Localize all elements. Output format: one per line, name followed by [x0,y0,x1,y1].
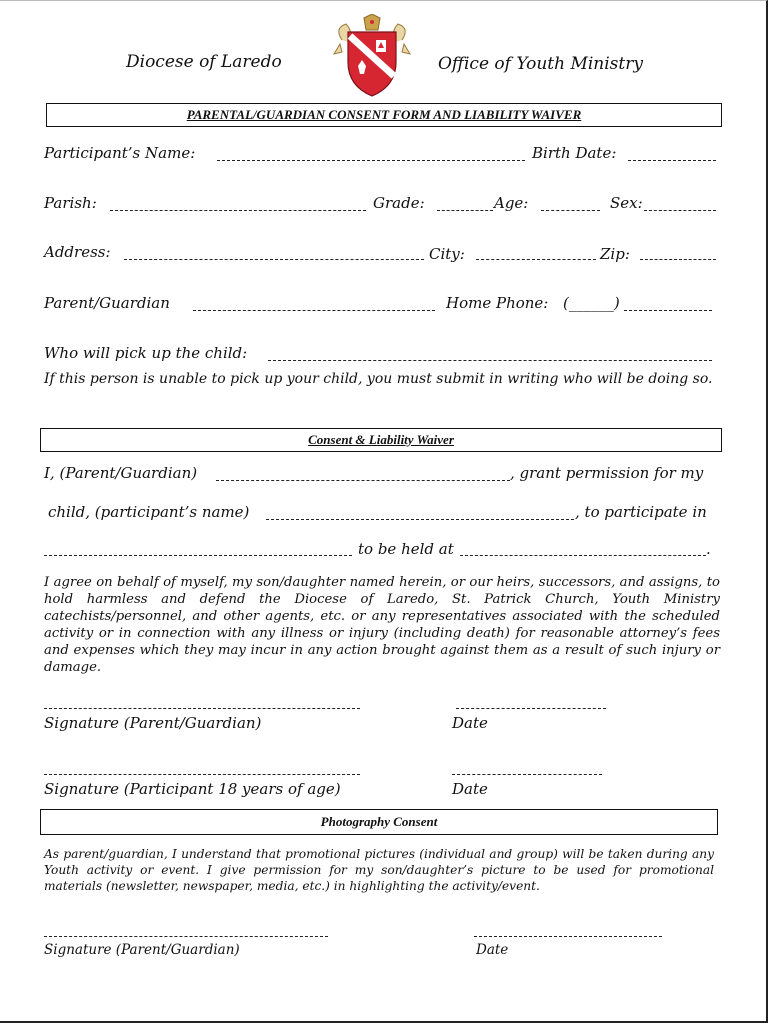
grade-label: Grade: [373,194,425,212]
waiver-parent-label: I, (Parent/Guardian) [44,464,198,482]
waiver-child-label: child, (participant’s name) [48,503,250,521]
consent-waiver-title: Consent & Liability Waiver [40,428,722,452]
waiver-child-line[interactable] [266,519,574,520]
participant-name-label: Participant’s Name: [44,144,196,162]
city-line[interactable] [476,259,596,260]
waiver-paragraph: I agree on behalf of myself, my son/daughter named herein, or our heirs, successors, and assigns, to hold harmless and defend the Diocese of Laredo, St. Patrick Church, Youth Ministry catechists/personnel, and other agents, etc. or any representatives associated with the scheduled activity or in connection with any illness or injury (including death) for reasonable attorney’s fees and expenses which they may incur in any action brought against them as a result of such injury or damage. [44,575,720,675]
parish-label: Parish: [44,194,97,212]
zip-line[interactable] [640,259,716,260]
home-phone-label: Home Phone: [446,294,549,312]
age-label: Age: [494,194,529,212]
waiver-participate-text: , to participate in [575,503,707,521]
parent-guardian-line[interactable] [193,310,435,311]
address-label: Address: [44,243,111,261]
consent-form-title: PARENTAL/GUARDIAN CONSENT FORM AND LIABILITY WAIVER [46,103,722,127]
photography-paragraph: As parent/guardian, I understand that promotional pictures (individual and group) will be taken during any Youth activity or event. I give permission for my son/daughter’s picture to be used for promotional materials (newsletter, newspaper, media, etc.) in highlighting the activity/event. [44,847,714,893]
pickup-label: Who will pick up the child: [44,344,248,362]
photo-date-line[interactable] [474,936,662,937]
header-office: Office of Youth Ministry [438,54,643,74]
home-phone-line[interactable] [624,310,712,311]
date-parent-label: Date [452,714,488,732]
header-diocese: Diocese of Laredo [126,52,282,72]
home-phone-area-code[interactable]: (______) [563,294,620,312]
signature-participant-line[interactable] [44,774,360,775]
signature-parent-line[interactable] [44,708,360,709]
waiver-grant-text: , grant permission for my [510,464,704,482]
waiver-parent-line[interactable] [216,480,510,481]
diocese-crest-icon [332,14,412,98]
age-line[interactable] [541,210,600,211]
signature-parent-label: Signature (Parent/Guardian) [44,714,262,732]
parish-line[interactable] [110,210,366,211]
date-participant-line[interactable] [452,774,602,775]
address-line[interactable] [124,259,424,260]
signature-participant-label: Signature (Participant 18 years of age) [44,780,341,798]
waiver-period: . [706,540,711,558]
grade-line[interactable] [437,210,493,211]
pickup-note: If this person is unable to pick up your child, you must submit in writing who will be doing so. [44,371,713,387]
photo-date-label: Date [476,942,509,958]
city-label: City: [429,245,465,263]
waiver-activity-line[interactable] [44,555,352,556]
waiver-held-at-text: to be held at [358,540,454,558]
photography-consent-title: Photography Consent [40,809,718,835]
parent-guardian-label: Parent/Guardian [44,294,170,312]
date-parent-line[interactable] [456,708,606,709]
sex-line[interactable] [644,210,716,211]
birth-date-label: Birth Date: [532,144,617,162]
photo-signature-label: Signature (Parent/Guardian) [44,942,240,958]
pickup-line[interactable] [268,360,712,361]
zip-label: Zip: [600,245,630,263]
date-participant-label: Date [452,780,488,798]
photo-signature-line[interactable] [44,936,328,937]
sex-label: Sex: [610,194,643,212]
birth-date-line[interactable] [628,160,716,161]
participant-name-line[interactable] [217,160,525,161]
waiver-location-line[interactable] [460,555,706,556]
